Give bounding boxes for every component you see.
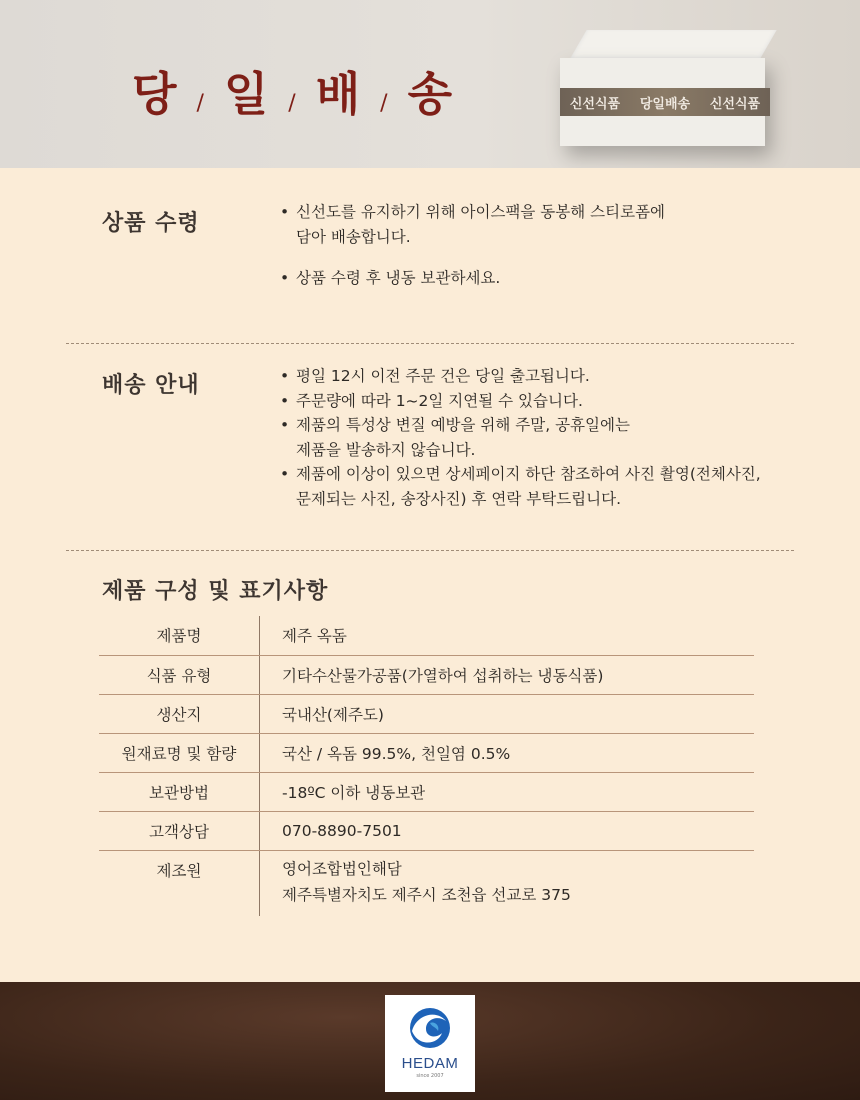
box-lid [569,30,776,60]
receive-list [280,200,665,291]
table-row [99,694,754,733]
row-value: 제주 옥돔 [260,616,755,655]
title-word: 일 [223,67,271,121]
wave-icon [400,1003,460,1053]
row-label: 식품 유형 [99,655,260,694]
title-word: 배 [315,67,363,121]
row-value: 070-8890-7501 [260,811,755,850]
list-item: • 제품의 특성상 변질 예방을 위해 주말, 공휴일에는 제품을 발송하지 않습니다. [280,413,761,462]
title-word: 당 [132,67,179,121]
list-item: • 상품 수령 후 냉동 보관하세요. [280,266,665,291]
row-label: 보관방법 [99,772,260,811]
row-value: -18ºC 이하 냉동보관 [260,772,755,811]
tape-text: 신선식품 [569,96,621,112]
title-separator: / [380,91,390,116]
table-row [99,655,754,694]
title-separator: / [288,91,298,116]
table-row [99,733,754,772]
list-item: • 제품에 이상이 있으면 상세페이지 하단 참조하여 사진 촬영(전체사진, 문제되는 사진, 송장사진) 후 연락 부탁드립니다. [280,462,761,511]
spec-table [99,616,754,916]
list-item: • 주문량에 따라 1~2일 지연될 수 있습니다. [280,389,761,414]
list-item: • 평일 12시 이전 주문 건은 당일 출고됩니다. [280,364,761,389]
row-label: 고객상담 [99,811,260,850]
row-label: 생산지 [99,694,260,733]
tape-text: 당일배송 [639,96,691,112]
page-title [132,58,464,124]
footer [0,982,860,1100]
table-row [99,616,754,655]
table-row [99,811,754,850]
tape-text: 신선식품 [709,96,761,112]
row-value: 영어조합법인해담 제주특별자치도 제주시 조천읍 선교로 375 [282,859,571,904]
section-divider [66,550,794,551]
title-word: 송 [407,67,455,121]
delivery-title: 배송 안내 [102,373,200,398]
row-label: 제조원 [99,850,260,916]
brand-logo [385,995,475,1092]
row-label: 원재료명 및 함량 [99,733,260,772]
receive-title: 상품 수령 [102,211,200,236]
logo-text: HEDAM [401,1055,459,1072]
row-value: 기타수산물가공품(가열하여 섭취하는 냉동식품) [260,655,755,694]
list-item: • 신선도를 유지하기 위해 아이스팩을 동봉해 스티로폼에 담아 배송합니다. [280,200,665,249]
row-value: 국산 / 옥돔 99.5%, 천일염 0.5% [260,733,755,772]
box-tape [560,88,770,116]
row-value: 국내산(제주도) [260,694,755,733]
logo-subtext: since 2007 [416,1073,444,1079]
header-banner [0,0,860,168]
table-row [99,850,754,916]
delivery-list [280,364,761,511]
table-row [99,772,754,811]
styrofoam-box-image [560,30,770,150]
section-divider [66,343,794,344]
title-separator: / [196,91,206,116]
spec-title: 제품 구성 및 표기사항 [102,579,329,604]
row-label: 제품명 [99,616,260,655]
